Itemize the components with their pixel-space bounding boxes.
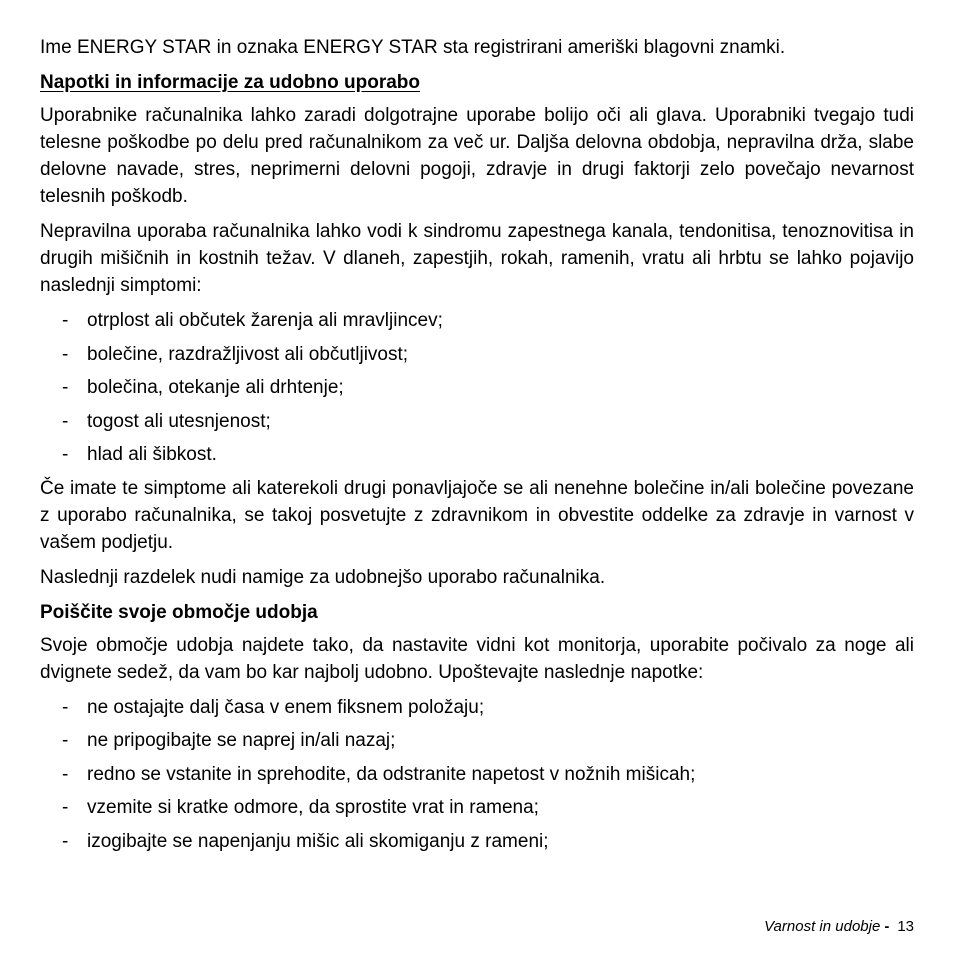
list-item-text: otrplost ali občutek žarenja ali mravljincev;: [87, 310, 443, 331]
list-item-text: ne pripogibajte se naprej in/ali nazaj;: [87, 730, 396, 751]
list-item: [40, 828, 914, 855]
list-item-text: hlad ali šibkost.: [87, 444, 217, 465]
list-item: [40, 374, 914, 401]
list-dash: -: [62, 830, 69, 852]
list-item: [40, 408, 914, 435]
list-dash: -: [62, 763, 69, 785]
heading-comfort-zone: Poiščite svoje območje udobja: [40, 601, 318, 623]
footer-page-number: 13: [897, 918, 914, 935]
list-item: [40, 441, 914, 468]
list-item: [40, 727, 914, 754]
heading-comfort-tips: [40, 69, 914, 96]
paragraph-risks: Uporabnike računalnika lahko zaradi dolgotrajne uporabe bolijo oči ali glava. Uporabniki tvegajo tudi telesne poškodbe po delu pred računalnikom za več ur. Daljša delovna obdobja, nepravilna drža, slabe delovne navade, stres, neprimerni delovni pogoji, zdravje in drugi faktorji zelo povečajo nevarnost telesnih poškodb.: [40, 105, 914, 207]
list-dash: -: [62, 730, 69, 751]
list-dash: -: [62, 444, 69, 465]
tips-list: [40, 694, 914, 855]
list-dash: -: [62, 410, 69, 432]
trademark-notice: Ime ENERGY STAR in oznaka ENERGY STAR sta registrirani ameriški blagovni znamki.: [40, 37, 786, 58]
footer-separator: -: [884, 918, 890, 935]
heading-comfort-tips-text: Napotki in informacije za udobno uporabo: [40, 72, 421, 93]
list-item: [40, 307, 914, 334]
list-item-text: izogibajte se napenjanju mišic ali skomiganju z rameni;: [87, 830, 549, 852]
list-item: [40, 761, 914, 788]
list-item-text: bolečine, razdražljivost ali občutljivost;: [87, 343, 409, 365]
document-page: [40, 34, 914, 861]
footer-section-title: Varnost in udobje: [764, 918, 881, 935]
list-item-text: vzemite si kratke odmore, da sprostite vrat in ramena;: [87, 797, 539, 818]
paragraph-next-section: Naslednji razdelek nudi namige za udobnejšo uporabo računalnika.: [40, 566, 606, 588]
symptoms-list: [40, 307, 914, 468]
list-dash: -: [62, 696, 69, 718]
list-item-text: ne ostajajte dalj časa v enem fiksnem položaju;: [87, 696, 485, 718]
paragraph-injuries: Nepravilna uporaba računalnika lahko vodi k sindromu zapestnega kanala, tendonitisa, tenoznovitisa in drugih mišičnih in kostnih težav. V dlaneh, zapestjih, rokah, ramenih, vratu ali hrbtu se lahko pojavijo naslednji simptomi:: [40, 221, 914, 296]
list-dash: -: [62, 343, 69, 365]
list-item-text: redno se vstanite in sprehodite, da odstranite napetost v nožnih mišicah;: [87, 763, 696, 785]
list-item: [40, 694, 914, 721]
paragraph-comfort-zone: Svoje območje udobja najdete tako, da nastavite vidni kot monitorja, uporabite počivalo za noge ali dvignete sedež, da vam bo kar najbolj udobno. Upoštevajte naslednje napotke:: [40, 634, 914, 683]
list-dash: -: [62, 377, 69, 398]
list-dash: -: [62, 310, 69, 331]
list-item-text: bolečina, otekanje ali drhtenje;: [87, 377, 344, 398]
page-footer: [764, 917, 914, 937]
paragraph-consult-doctor: Če imate te simptome ali katerekoli drugi ponavljajoče se ali nenehne bolečine in/ali bolečine povezane z uporabo računalnika, se takoj posvetujte z zdravnikom in obvestite oddelke za zdravje in varnost v vašem podjetju.: [40, 477, 914, 553]
list-item: [40, 341, 914, 368]
list-dash: -: [62, 797, 69, 818]
list-item-text: togost ali utesnjenost;: [87, 410, 271, 432]
list-item: [40, 794, 914, 821]
